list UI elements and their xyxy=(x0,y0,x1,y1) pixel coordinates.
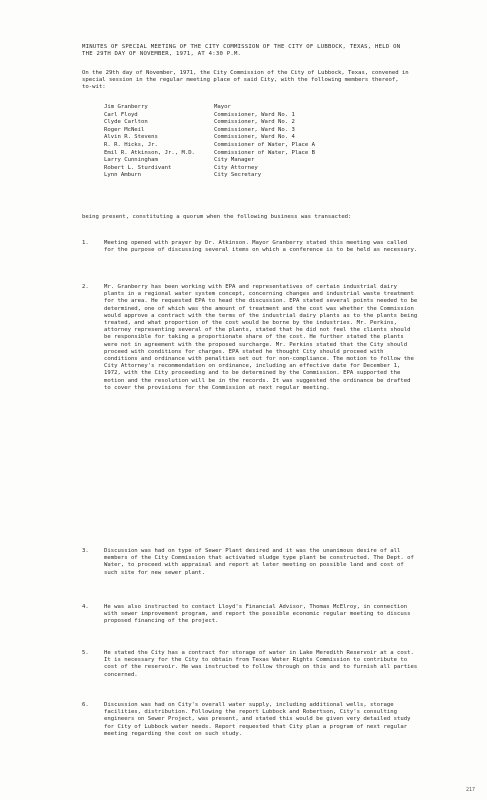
item-number: 2. xyxy=(82,284,89,290)
agenda-item xyxy=(82,240,422,254)
agenda-item xyxy=(82,604,422,626)
member-title: Commissioner, Ward No. 4 xyxy=(214,134,295,141)
item-text: Mr. Granberry has been working with EPA and representatives of certain industrial dairy plants in a regional water system concept, concerning changes and industrial waste treatment for the area. He requested EPA to head the discussion. EPA stated several points needed to be determined, one of which was the amount of treatment and the cost was whether the Commission would approve a contract with the terms of the industrial dairy plants as to the plants being treated, and what proportion of the cost would be borne by the industries. Mr. Perkins, attorney representing several of the plants, stated that he did not feel the clients should be responsible for taking a proportionate share of the cost. He further stated the plants were not in agreement with the proposed surcharge. Mr. Perkins stated that the City should proceed with conditions for charges. EPA stated he thought City should proceed with conditions and ordinance with penalties set out for non-compliance. The motion to follow the City Attorney's recommendation on ordinance, including an effective date for December 1, 1972, with the City proceeding and to be determined by the Commission. EPA supported the motion and the resolution will be in the records. It was suggested the ordinance be drafted to cover the provisions for the Commission at next regular meeting. xyxy=(104,284,421,391)
item-number: 6. xyxy=(82,702,89,708)
agenda-item xyxy=(82,702,422,738)
intro-paragraph: On the 29th day of November, 1971, the City Commission of the City of Lubbock, Texas, convened in special session in the regular meeting place of said City, with the following members thereof, to-wit: xyxy=(82,70,413,91)
member-name: Larry Cunningham xyxy=(104,157,158,164)
member-row xyxy=(104,165,404,173)
item-text: Discussion was had on City's overall water supply, including additional wells, storage facilities, distribution. Following the report Lubbock and Robertson, City's consulting engineers on Sewer Project, was present, and stated this would be given very detailed study for City of Lubbock water needs. Report requested that City plan a program of next regular meeting regarding the cost on such study. xyxy=(104,702,414,737)
item-number: 3. xyxy=(82,548,89,554)
item-text: Discussion was had on type of Sewer Plant desired and it was the unanimous desire of all members of the City Commission that activated sludge type plant be constructed. The Dept. of Water, to proceed with appraisal and report at later meeting on possible land and cost of such site for new sewer plant. xyxy=(104,548,418,576)
member-name: Alvin R. Stevens xyxy=(104,134,158,141)
agenda-item xyxy=(82,284,422,392)
member-name: Lynn Amburn xyxy=(104,172,142,179)
member-row xyxy=(104,172,404,180)
agenda-item xyxy=(82,548,422,577)
member-title: Commissioner of Water, Place A xyxy=(214,141,316,148)
item-text: Meeting opened with prayer by Dr. Atkinson. Mayor Granberry stated this meeting was called for the purpose of discussing several items on which a conference is to be held as necessary. xyxy=(104,240,418,254)
item-text: He stated the City has a contract for storage of water in Lake Meredith Reservoir at a cost. It is necessary for the City to obtain from Texas Water Rights Commission to contribute to cost of the reservoir. He was instructed to follow through on this and to furnish all parties concerned. xyxy=(104,650,421,678)
member-row xyxy=(104,119,404,127)
page-mark: 217 xyxy=(465,786,475,793)
member-title: Commissioner of Water, Place B xyxy=(214,149,316,156)
member-row xyxy=(104,112,404,120)
quorum-statement: being present, constituting a quorum when the following business was transacted: xyxy=(82,214,352,220)
member-name: Clyde Carlton xyxy=(104,119,148,126)
member-row xyxy=(104,127,404,135)
member-title: City Manager xyxy=(214,157,255,164)
member-name: Roger McNeil xyxy=(104,126,145,133)
member-title: Commissioner, Ward No. 2 xyxy=(214,119,295,126)
item-number: 5. xyxy=(82,650,89,656)
member-title: City Secretary xyxy=(214,172,262,179)
member-title: City Attorney xyxy=(214,164,258,171)
member-name: Robert L. Sturdivant xyxy=(104,164,172,171)
document-title: MINUTES OF SPECIAL MEETING OF THE CITY COMMISSION OF THE CITY OF LUBBOCK, TEXAS, HELD ON THE 29TH DAY OF NOVEMBER, 1971, AT 4:30 P.M. xyxy=(82,44,404,58)
member-title: Commissioner, Ward No. 1 xyxy=(214,111,295,118)
member-list xyxy=(104,104,404,180)
member-name: Jim Granberry xyxy=(104,104,148,110)
member-title: Commissioner, Ward No. 3 xyxy=(214,126,295,133)
item-text: He was also instructed to contact Lloyd's Financial Advisor, Thomas McElroy, in connection with sewer improvement program, and report the possible economic regular meeting to discuss proposed financing of the project. xyxy=(104,604,414,625)
item-number: 1. xyxy=(82,240,89,246)
member-row xyxy=(104,150,404,158)
item-number: 4. xyxy=(82,604,89,610)
member-row xyxy=(104,157,404,165)
agenda-item xyxy=(82,650,422,679)
member-name: Carl Floyd xyxy=(104,111,138,118)
member-name: Emil R. Atkinson, Jr., M.D. xyxy=(104,149,195,156)
member-name: R. R. Hicks, Jr. xyxy=(104,141,158,148)
member-row xyxy=(104,104,404,112)
member-row xyxy=(104,142,404,150)
member-title: Mayor xyxy=(214,104,231,110)
member-row xyxy=(104,134,404,142)
